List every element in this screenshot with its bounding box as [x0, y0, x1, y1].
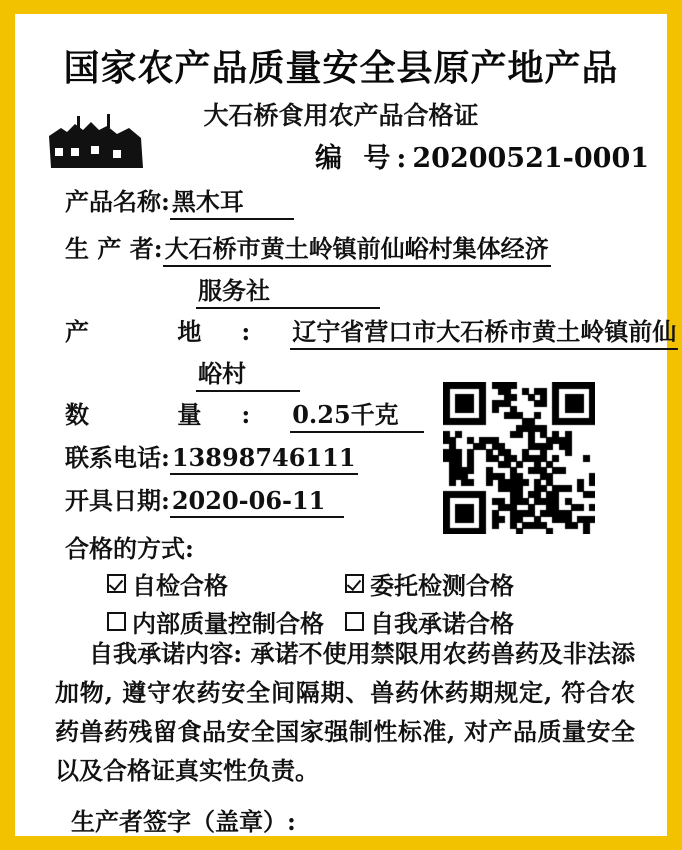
origin-value-line2: 峪村: [196, 354, 300, 392]
border-right: [667, 0, 682, 850]
field-phone: [65, 438, 358, 475]
certificate-body: [15, 14, 677, 836]
checkbox-icon[interactable]: [345, 612, 364, 631]
origin-label: 产 地:: [65, 317, 291, 346]
factory-stamp-svg: [47, 114, 145, 170]
checkbox-label-2: 内部质量控制合格: [132, 609, 324, 638]
producer-value-line1: 大石桥市黄土岭镇前仙峪村集体经济: [163, 229, 551, 267]
phone-label: 联系电话:: [65, 443, 170, 472]
field-producer: [65, 229, 551, 267]
promise-text: 自我承诺内容: 承诺不使用禁限用农药兽药及非法添加物, 遵守农药安全间隔期、兽药休药期规定, 符合农药兽药残留食品安全国家强制性标准, 对产品质量安全以及合格证真实性负责。: [55, 639, 635, 785]
page-subtitle: 大石桥食用农产品合格证: [203, 101, 479, 130]
product-name-value: 黑木耳: [170, 182, 294, 220]
quantity-value: 0.25千克: [290, 395, 424, 433]
checkbox-icon[interactable]: [345, 574, 364, 593]
checkbox-label-1: 委托检测合格: [370, 571, 514, 600]
product-name-label: 产品名称:: [65, 187, 170, 216]
serial-number-value: 20200521-0001: [412, 143, 650, 174]
checkbox-icon[interactable]: [107, 574, 126, 593]
checkbox-option-0[interactable]: [107, 566, 228, 601]
qr-code-canvas: [443, 382, 595, 534]
factory-stamp-icon: [47, 114, 145, 170]
field-product-name: [65, 182, 294, 220]
field-producer-cont: [196, 271, 380, 309]
qr-code[interactable]: [443, 382, 595, 534]
producer-value-line2: 服务社: [196, 271, 380, 309]
date-label: 开具日期:: [65, 486, 170, 515]
field-origin: [65, 312, 678, 350]
serial-number-label: 编 号:: [315, 143, 413, 174]
checkbox-icon[interactable]: [107, 612, 126, 631]
date-value: 2020-06-11: [170, 486, 344, 518]
qualification-heading: 合格的方式:: [65, 534, 194, 563]
page-title: 国家农产品质量安全县原产地产品: [63, 47, 619, 89]
checkbox-option-1[interactable]: [345, 566, 514, 601]
checkbox-label-3: 自我承诺合格: [370, 609, 514, 638]
border-left: [0, 0, 15, 850]
quantity-label: 数 量:: [65, 400, 291, 429]
field-date: [65, 481, 344, 518]
producer-label: 生 产 者:: [65, 234, 163, 263]
phone-value: 13898746111: [170, 443, 358, 475]
field-quantity: [65, 395, 424, 433]
checkbox-label-0: 自检合格: [132, 571, 228, 600]
field-origin-cont: [196, 354, 300, 392]
signature-label: 生产者签字（盖章）:: [71, 807, 296, 836]
origin-value-line1: 辽宁省营口市大石桥市黄土岭镇前仙: [290, 312, 678, 350]
border-top: [0, 0, 682, 14]
serial-number-row: [315, 136, 649, 175]
border-bottom: [0, 836, 682, 850]
